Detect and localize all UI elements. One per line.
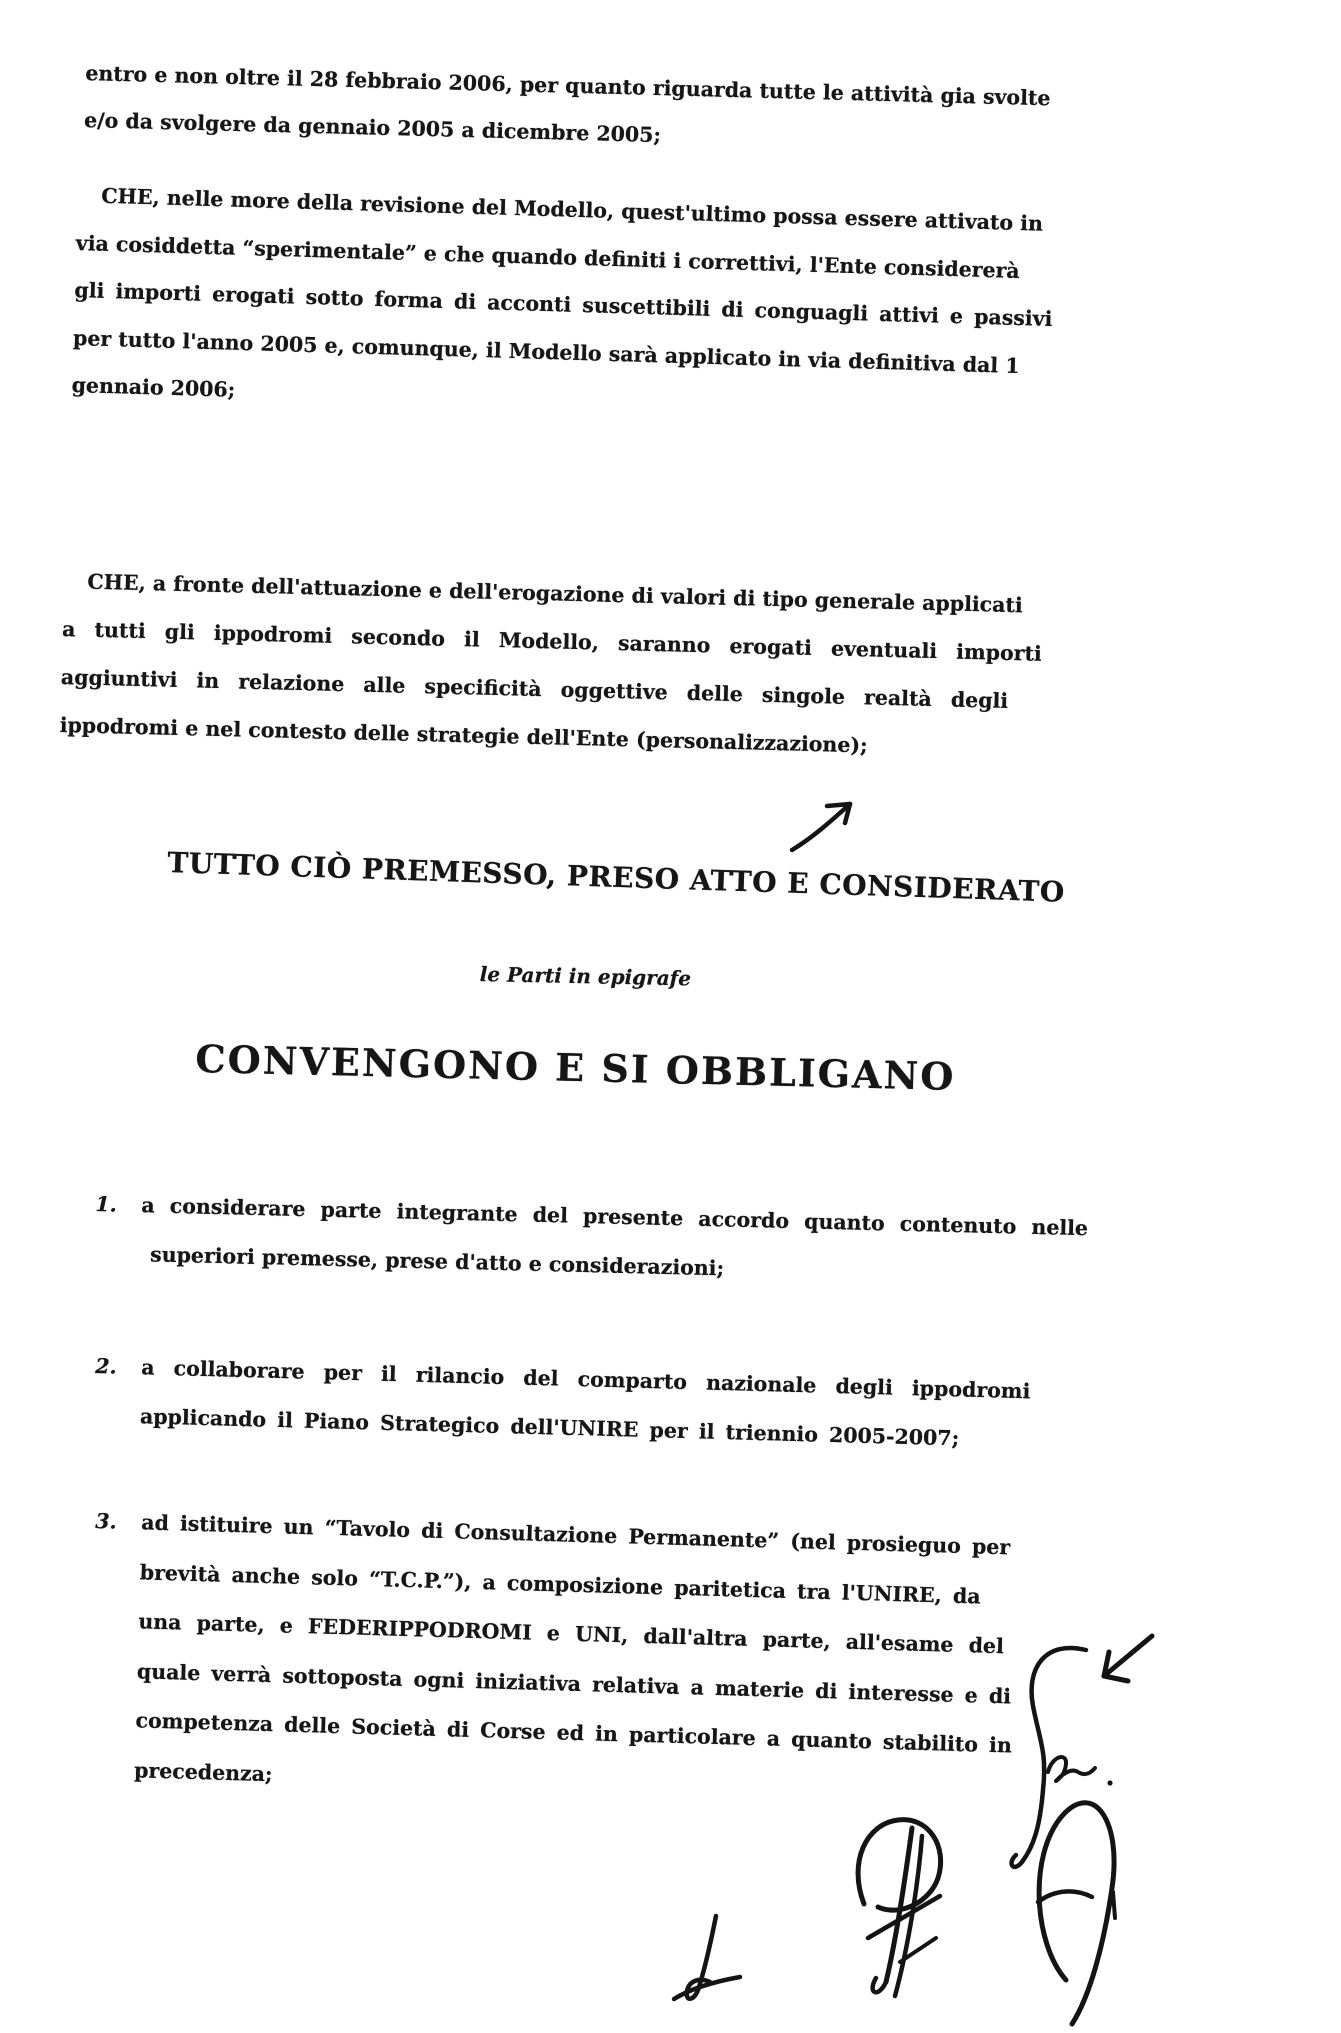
item-line: ad istituire un “Tavolo di Consultazione Permanente” (nel prosieguo per [140,1510,1011,1560]
numbered-item-1 [94,1180,1089,1302]
paragraph-recital-2 [71,172,1056,438]
item-line: quale verrà sottoposta ogni iniziativa relativa a materie di interesse e di [136,1658,1012,1708]
item-line: applicando il Piano Strategico dell'UNIRE per il triennio 2005-2007; [139,1404,960,1451]
item-line: una parte, e FEDERIPPODROMI e UNI, dall'altra parte, all'esame del [138,1609,1005,1659]
handwritten-signature-flourish-icon [1012,1648,1113,1867]
item-body [140,1181,1089,1302]
item-line: precedenza; [133,1757,273,1786]
item-number: 1. [95,1191,118,1217]
numbered-item-3 [87,1497,1018,1820]
paragraph-line: per tutto l'anno 2005 e, comunque, il Modello sarà applicato in via definitiva dal 1 [72,325,1020,378]
item-line: competenza delle Società di Corse ed in particolare a quanto stabilito in [135,1708,1013,1758]
paragraph-line: entro e non oltre il 28 febbraio 2006, per quanto riguarda tutte le attività gia svolte [85,60,1051,111]
item-number: 3. [94,1508,118,1534]
handwritten-initial-a-icon [674,1916,740,1999]
item-number: 2. [95,1353,118,1379]
paragraph-line: e/o da svolgere da gennaio 2005 a dicembre 2005; [83,107,662,148]
handwritten-arrow-down-left-icon [1104,1636,1152,1681]
paragraph-recital-1 [84,50,1052,169]
item-line: a considerare parte integrante del presente accordo quanto contenuto nelle [141,1193,1089,1241]
handwritten-signature-scribble-icon [858,1820,941,1996]
paragraph-line: aggiuntivi in relazione alle specificità oggettive delle singole realtà degli [60,664,1009,713]
handwritten-arrow-up-right-icon [792,804,850,850]
paragraph-line: CHE, a fronte dell'attuazione e dell'erogazione di valori di tipo generale applicati [87,569,1024,618]
paragraph-line: CHE, nelle more della revisione del Modello, quest'ultimo possa essere attivato in [100,183,1044,236]
item-line: a collaborare per il rilancio del comparto nazionale degli ippodromi [141,1355,1031,1404]
paragraph-recital-3 [59,557,1043,774]
item-line: brevità anche solo “T.C.P.”), a composizione paritetica tra l'UNIRE, da [139,1559,981,1609]
paragraph-line: via cosiddetta “sperimentale” e che quando definiti i correttivi, l'Ente considererà [75,230,1021,283]
paragraph-line: ippodromi e nel contesto delle strategie dell'Ente (personalizzazione); [59,712,868,758]
handwritten-initial-loop-icon [1038,1803,1115,2024]
item-body [133,1498,1018,1820]
item-line: superiori premesse, prese d'atto e considerazioni; [149,1242,725,1281]
paragraph-line: a tutti gli ippodromi secondo il Modello, saranno erogati eventuali importi [61,616,1043,666]
numbered-item-2 [93,1342,1031,1465]
paragraph-line: gennaio 2006; [71,372,236,402]
section-heading-premesso: TUTTO CIÒ PREMESSO, PRESO ATTO E CONSIDERATO [166,846,1066,909]
item-body [139,1343,1031,1465]
main-heading-convengono: CONVENGONO E SI OBBLIGANO [194,1036,956,1099]
subheading-parti-epigrafe: le Parti in epigrafe [479,962,692,991]
paragraph-line: gli importi erogati sotto forma di acconti suscettibili di conguagli attivi e passivi [74,277,1053,331]
